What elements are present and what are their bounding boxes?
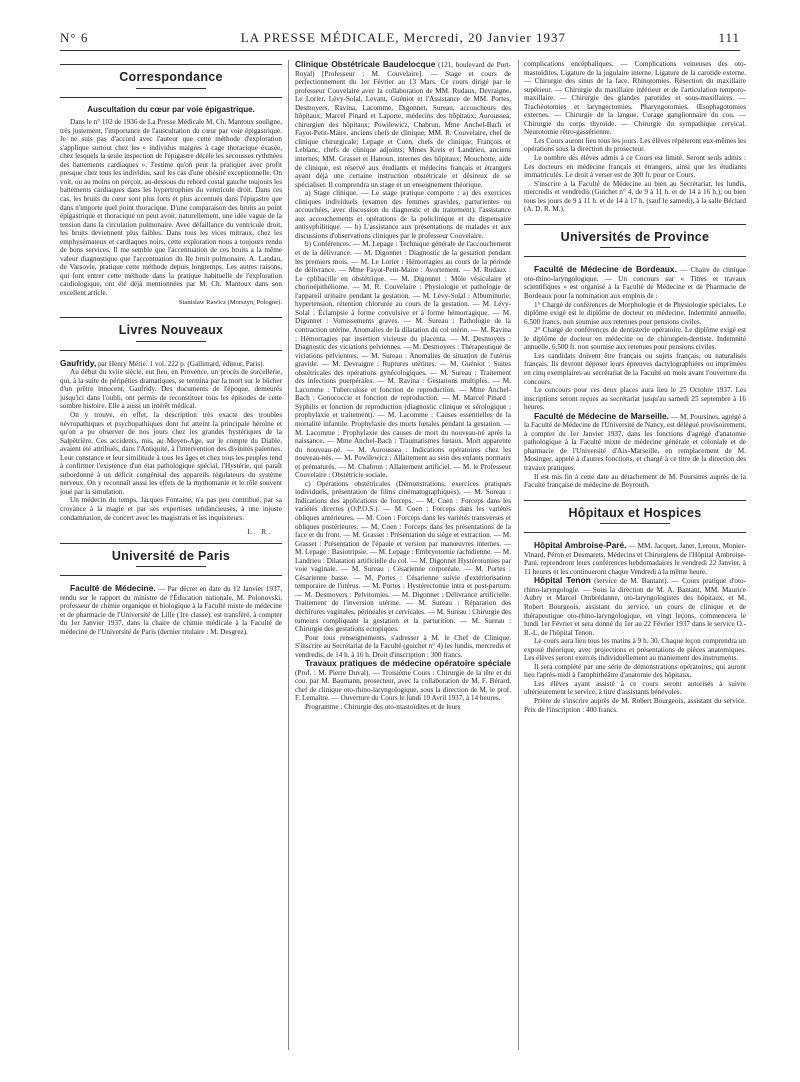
ambroise-heading: Hôpital Ambroise-Paré. [534,540,627,551]
paragraph [295,60,511,189]
faculty-heading: Faculté de Médecine. [70,583,156,594]
paragraph: On y trouve, en effet, la description très exacte des troubles névropathiques et psychopathiques dont fut atteint la principale héroïne et qu'on a pu observer de nos jours chez les grandes hystériques de la Salpêtrière. Ces accidents, mis, au Moyen-Age, sur le compte du Diable, avaient été attribués, dans l'Antiquité, à l'intervention des divinités païennes. Leur constance et leur similitude à tous les âges et chez tous les peuples tend à confirmer l'existence d'un état pathologique spécial, l'Hystérie, qui paraît subordonné à un déficit congénital des appareils régulateurs du système nerveux. On y reconnaît aussi les effets de la mythomanie et le rôle souvent joué par la simulation. [60,410,282,496]
paragraph [295,659,511,703]
paragraph-text: — Par décret en date du 12 Janvier 1937, rendu sur le rapport du ministre de l'Éducation nationale, M. Polonovski, professeur de chimie organique et biologique à la Faculté mixte de médecine et de pharmacie de l'Université de Lille (1re classe), est transféré, à compter du 1er Janvier 1937, dans la chaire de chimie médicale à la Faculté de médecine de l'Université de Paris (dernier titulaire : M. Desgrez). [60,585,282,636]
paragraph-text: — MM. Jacquet, Janet, Leroux, Monier-Vinard, Péron et Desmarets, Médecins et Chirurgiens de l'Hôpital Ambroise-Paré, reprendront leurs conférences hebdomadaires le vendredi 22 Janvier, à 11 heures et les continueront chaque Vendredi à la même heure. [524,542,746,576]
paragraph-text: — M. Poursines, agrégé à la Faculté de Médecine de l'Université de Nancy, est délégué provisoirement, à compter du 1er Janvier 1937, dans les fonctions d'agrégé d'anatomie pathologique à la Faculté mixte de médecine générale et coloniale et de pharmacie de l'Université d'Aix-Marseille, en remplacement de M. Mosinger, appelé à d'autres fonctions, et chargé à ce titre de la direction des travaux pratiques. [524,412,746,472]
paragraph [524,412,746,473]
paragraph [524,541,746,576]
paragraph: Le concours pour ces deux places aura lieu le 25 Octobre 1937. Les inscriptions seront reçues au secrétariat jusqu'au samedi 25 septembre à 16 heures. [524,386,746,412]
paragraph-text: (Prof. : M. Pierre Duval). — Troisième Cours : Chirurgie de la tête et du cou, par M. Baumann, prosecteur, avec la collaboration de M. F. Bérard, chef de clinique oto-rhino-laryngologique, sous la direction de M. le prof. F. Lemaître. — Ouverture du Cours le lundi 19 Avril 1937, à 14 heures. [295,668,511,703]
paragraph: Programme : Chirurgie des oto-mastoïdites et de leurs [305,703,461,712]
page-number: 111 [718,30,740,45]
paragraph: b) Conférences. — M. Lepage : Technique générale de l'accouchement et de la délivrance. — M. Digonnet : Diagnostic de la gestation pendant les premiers mois. — M. Le Lorier : Hémorragies au cours de la période de délivrance. — Mme Fayot-Petit-Maire : Avortement. — M. Rudaux : Le cplibacille en obstétrique. — M. Digonnet : Môle vésiculaire et chorioépithéliome. — M. R. Couvelaire : Physiologie et pathologie de l'appareil urinaire pendant la gestation. — M. Lévy-Solal : Albuminurie; hypertension, rétention chlorurée au cours de la gestation. — M. Lévy-Solal : Éclampsie à forme convulsive et à forme hémorragique. — M. Digonnet : Vomissements graves. — M. Sureau : Pathologie de la contraction utérine. Anomalies de la dilatation du col utérin. — M. Ravina : Hémorragies par insertion vicieuse du placenta. — M. Desmoyers : Diagnostic des viciations pelviennes. — M. Desmoyers : Thérapeutique de viciations pelviennes. — M. Sureau : Anomalies de situation de l'utérus gravide. — M. Devraigne : Ruptures utérines. — M. Guéniot : Suites obstétricales des opérations gynécologiques. — M. Sureau : Traitement des infections puerpérales. — M. Ravina : Gestations multiples. — M. Lacomme : Tuberculose et fonction de reproduction. — Mme Anchel-Bach : Gonococcie et fonction de reproduction. — M. Marcel Pinard : Syphilis et fonction de reproduction (diagnostic clinique et sérologique ; prophylaxie et traitement). — M. Lacomme : Causes essentielles de la mortalité infantile. Prophylaxie des morts fœtales pendant la gestation. — M. Lacomme : Prophylaxie des causes de mort du nouveau-né après la naissance. — Mme Anchel-Bach : Traumatismes fœtaux. Mort apparente du nouveau-né. — M. Auroussea : Indications opératoires chez les nouveau-nés. — M. Powilewicz : Allaitement au sein des enfants normaux et prématurés. — M. Chabrun : Allaitement artificiel. — M. le Professeur Couvelaire : Obstétricie sociale. [295,240,511,480]
author-initials: L. R. [247,528,272,537]
paragraph: 1° Chargé de conférences de Morphologie et de Physiologie spéciales. Le diplôme exigé est le diplôme de docteur en médecine. Indemnité annuelle, 6.500 francs, non soumise aux retenues pour pensions civiles. [524,300,746,326]
book-reference: par Henry Mérie. 1 vol. 222 p. (Gallimard, éditeur, Paris). [97,359,265,368]
page-header [60,30,740,48]
paragraph: Il sera complété par une série de démonstrations opératoires, qui auront lieu l'après-midi à l'amphithéâtre d'anatomie des hôpitaux. [524,662,746,680]
paragraph: S'inscrire à la Faculté de Médecine au bien au Secrétariat, les lundis, mercredis et vendredis (Guichet n° 4, de 9 à 11 h. et de 14 à 16 h.); ou bien tous les jours de 9 à 11 h. et de 14 à 17 h. (sauf le samedi), à la salle Béclard (A. D. R. M.). [524,179,746,214]
section-heading-correspondance: Correspondance [60,64,282,98]
section-heading-hopitaux: Hôpitaux et Hospices [524,500,746,534]
paragraph-text: (service de M. Bantant). — Cours pratique d'oto-rhino-laryngologie. — Sous la direction de M. A. Bantant, MM. Maurice Aubry et Marcel Ombrédanne, oto-laryngologistes des hôpitaux, et M. Robert Bourgeois, assistant du service, un cours de clinique et de thérapeutique oto-rhino-laryngologique, en vingt leçons, commencera le lundi 1er Février et sera donné du 1er au 22 Février 1937 dans le service O.-R.-L. de l'hôpital Tenon. [524,577,746,637]
journal-title: LA PRESSE MÉDICALE, Mercredi, 20 Janvier 1937 [240,30,566,45]
section-heading-livres: Livres Nouveaux [60,317,282,351]
paragraph: Il est mis fin à cette date au détachement de M. Poursines auprès de la Faculté française de médecine de Beyrouth. [524,472,746,490]
column-divider [288,60,289,1050]
signature: Stanislaw Rawicz (Morszyn, Pologne). [178,298,282,306]
section-heading-paris: Université de Paris [60,543,282,577]
paragraph: Les Cours auront lieu tous les jours. Les élèves répéteront eux-mêmes les opérations sous la direction du prosecteur. [524,136,746,154]
paragraph: Dans le n° 102 de 1936 de La Presse Médicale M. Ch. Mantoux souligne, très justement, l'importance de l'auscultation du cœur par voie épigastrique. Je ne suis pas d'accord avec l'auteur que cette méthode d'exploration s'applique surtout chez les « individus maigres à cage thoracique évasée, chez lesquels la seule inspection de l'épigastre décèle les secousses rythmées des battements cardiaques ». J'estime qu'on peut la pratiquer avec profit presque chez tous les individus, sauf les cas d'une obésité exceptionnelle. On voit, ou au moins on perçoit, au-dessous du rebord costal gauche toujours les battements cardiaques dans les hypertrophies du ventricule droit. Dans ces cas, les bruits du cœur sont plus forts et plus accentués dans l'épigastre que dans n'importe quel point thoracique. D'une comparaison des bruits au point épigastrique et thoracique on peut avoir, naturellement, une idée vague de la tension dans la circulation pulmonaire. Avec défaillance du ventricule droit, les bruits deviennent plus faibles. Dans tous les vices mitraux, chez les emphysémateux et cardiaques noirs, cette exploration nous a toujours rendu de bons services. Il me semble que l'accentuation de ces bruits a la même valeur diagnostique que l'accentuation du IIe bruit pulmonaire. A. Landau, de Varsovie, pratique cette méthode depuis longtemps. Les autres raisons, qui font entrer cette méthode dans la pratique habituelle de l'exploration cardiologique, ont été déjà mentionnées par M. Ch. Mantoux dans son excellent article. [60,118,282,298]
paragraph-text: (121, boulevard de Port-Royal) [Professeur : M. Couvelaire]. — Stage et cours de perfectionnement du 1er Février au 13 Mars. Ce cours dirigé par le professeur Couvelaire avec la collaboration de MM. Rudaux, Devraigne, Le Lorier, Lévy-Solal, Levant, Guéniot et l'Assistance de MM. Portes, Desmoyers, Ravina, Lacomme, Digonnet, Sureau, accoucheurs des hôpitaux; Marcel Pinard et Laporte, médecins des hôpitaux; Auroussea, chirurgien des hôpitaux; Powilewicz, Chabrun, Mme Anchel-Bach et Fayot-Petit-Maire, anciens chefs de clinique; MM. R. Couvelaire, chef de clinique chirurgicale; Lepage et Coen, chefs de clinique; François et Leblanc, chefs de clinique adjoints; Mmes Kreis et Landrieu, anciens internes; MM. Grasset et Hanoun, internes des hôpitaux; Mouchotte, aide de clinique, est réservé aux étudiants et médecins français et étrangers ayant déjà une certaine instruction obstétricale et désireux de se spécialiser. Il comprendra un stage et un enseignement théorique. [295,61,511,189]
column-2 [295,60,511,712]
book-title: Gaufridy, [60,357,97,368]
column-3 [524,60,746,714]
marseille-heading: Faculté de Médecine de Marseille. [534,410,669,421]
paragraph [524,576,746,637]
paragraph: Le nombre des élèves admis à ce Cours est limité. Seront seuls admis : Les docteurs en médecine français et étrangers, ainsi que les étudiants immatriculés. Le droit à verser est de 300 fr. pour ce Cours. [524,154,746,180]
paragraph: 2° Chargé de conférences de dentisterie opératoire. Le diplôme exigé est le diplôme de docteur en médecine ou de chirurgien-dentiste. Indemnité annuelle, 6.500 fr. non soumise aux retenues pour pensions civiles. [524,326,746,352]
bordeaux-heading: Faculté de Médecine de Bordeaux. [534,264,677,275]
paragraph: a) Stage clinique. — Le stage pratique comporte : a) des exercices cliniques individuels (examen des femmes gravides, parturientes ou accouchées, avec discussion du diagnostic et du traitement); l'assistance aux accouchements et opérations de la policlinique et du dispensaire antisyphilitique. — b) L'assistance aux présentations de malades et aux discussions d'observations cliniques par le professeur Couvelaire. [295,189,511,240]
paragraph [524,265,746,300]
paragraph: Au début du xviie siècle, eut lieu, en Provence, un procès de sorcellerie, qui, à la suite de péripéties dramatiques, se termina par la mort sur le bûcher d'un prêtre innocent, Gaufridy. Des documents de l'époque, demeurés jusqu'ici dans l'oubli, ont permis de reconstituer tous les épisodes de cette sombre histoire. Elle a aussi un intérêt médical. [60,368,282,411]
book-entry [60,359,282,369]
paragraph: complications encéphaliques. — Complications veineuses des oto-mastoïdites. Ligature de la jugulaire interne. Ligature de la carotide externe. — Chirurgie des sinus de la face. Rhinotomies. Résection du maxillaire supérieur. — Chirurgie du maxillaire inférieur et de l'articulation temporo-maxillaire. — Chirurgie des glandes parotides et sous-maxillaires. — Trachéotomies et laryngectomies. Pharyngotomies. Œsophagotomies externes. — Chirurgie de la langue. Curage ganglionnaire du cou. — Chirurgie du corps thyroïde. — Chirurgie du sympathique cervical. Neurotomie rétro-gassérienne. [524,60,746,137]
travaux-heading: Travaux pratiques de médecine opératoire spéciale [305,658,511,669]
paragraph [60,584,282,636]
paragraph: Un médecin du temps, Jacques Fontaine, n'a pas peu contribué, par sa croyance à la magie et par ses expertises tendancieuses, à une injuste condamnation, de concert avec les magistrats et les inquisiteurs. [60,496,282,522]
section-heading-province: Universités de Province [524,224,746,258]
clinic-heading: Clinique Obstétricale Baudelocque [295,60,436,69]
issue-number: N° 6 [60,30,89,45]
header-rule [60,50,740,51]
paragraph-text: — Chaire de clinique oto-rhino-laryngologique. — Un concours sur « Titres et travaux scientifiques » est organisé à la Faculté de Médecine et de Pharmacie de Bordeaux pour la nomination aux emplois de : [524,266,746,301]
paragraph: Le cours aura lieu tous les matins à 9 h. 30. Chaque leçon comprendra un exposé théorique, avec projections et présentations de pièces anatomiques. Les élèves seront exercés individuellement au maniement des instruments. [524,637,746,663]
paragraph: Pour tous renseignements, s'adresser à M. le Chef de Clinique. S'inscrire au Secrétariat de la Faculté (guichet n° 4) les lundis, mercredis et vendredis, de 14 h. à 16 h. Droit d'inscription : 300 francs. [295,633,511,659]
paragraph: Prière de s'inscrire auprès de M. Robert Bourgeois, assistant du service. Prix de l'inscription : 400 francs. [524,697,746,714]
column-1 [60,60,282,636]
paragraph: Les candidats doivent être français ou sujets français, ou naturalisés français. Ils devront déposer leurs épreuves dactylographiées ou imprimées en cinq exemplaires au secrétariat de la Faculté un mois avant l'ouverture du concours. [524,351,746,386]
tenon-heading: Hôpital Tenon [534,575,591,586]
column-divider [518,60,519,1050]
paragraph: c) Opérations obstétricales (Démonstrations, exercices pratiques individuels, présentation de films cinématographiques). — M. Sureau : Indications des applications de forceps. — M. Coen : Forceps dans les variétés directes (O.P.O.S.). — M. Coen : Forceps dans les variétés obliques antérieures. — M. Coen : Forceps dans les variétés transverses et obliques postérieures. — M. Coen : Forceps dans les présentations de la face et du front. — M. Grasset : Présentation du siège et extraction. — M. Grasset : Présentation de l'épaule et version par manœuvres internes. — M. Lepage : Basiotripsie. — M. Lepage : Embryotomie rachidienne. — M. Landrieu : Dilatation artificielle du col. — M. Digonnet Hystérotomies par voie vaginale. — M. Sureau : Césarienne corporéale. — M. Portes : Césarienne basse. — M. Portes : Césarienne suivie d'extériorisation temporaire de l'utérus. — M. Portes : Hystérectomie intra et post-partum. — M. Desmoyers : Pelvitomies. — M. Digonnet : Délivrance artificielle. Traitement de l'inversion utérine. — M. Sureau : Réparation des déchirures vaginales, périnéales et cervicales. — M. Sureau : Chirurgie des tumeurs compliquant la gestation et la parturition. — M. Sureau : Chirurgie des gestations ectopiques. [295,479,511,634]
paragraph: Les élèves ayant assisté à ce cours seront autorisés à suivre ultérieurement le service, à titre d'assistants bénévoles. [524,679,746,697]
article-subtitle: Auscultation du cœur par voie épigastrique. [87,104,255,114]
